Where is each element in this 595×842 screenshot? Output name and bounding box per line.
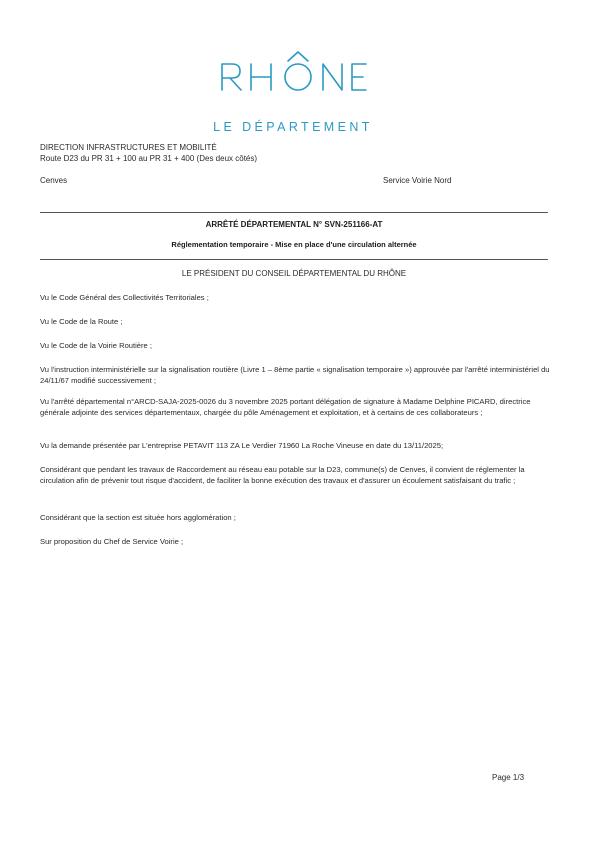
direction-label: DIRECTION INFRASTRUCTURES ET MOBILITÉ bbox=[40, 143, 217, 152]
commune-label: Cenves bbox=[40, 176, 68, 185]
visa-item: Vu l'arrêté départemental n°ARCD-SAJA-2025-0026 du 3 novembre 2025 portant délégation de signature à Madame Delphine PICARD, directrice générale adjointe des services départementaux, chargée du pôle Aménagement et exploitation, et à certains de ces collaborateurs ; bbox=[40, 397, 531, 417]
visa-item: Vu le Code de la Voirie Routière ; bbox=[40, 341, 153, 350]
visa-item: Vu l'instruction interministérielle sur la signalisation routière (Livre 1 – 8ème partie « signalisation temporaire ») approuvée par l'arrêté interministériel du 24/11/67 modifié successivement ; bbox=[40, 365, 550, 385]
visa-item: Vu le Code de la Route ; bbox=[40, 317, 123, 326]
visa-item: Vu le Code Général des Collectivités Territoriales ; bbox=[40, 293, 209, 302]
route-label: Route D23 du PR 31 + 100 au PR 31 + 400 (Des deux côtés) bbox=[40, 154, 258, 163]
president-heading: LE PRÉSIDENT DU CONSEIL DÉPARTEMENTAL DU RHÔNE bbox=[181, 269, 407, 278]
title-top-rule bbox=[40, 212, 548, 213]
rhone-logo bbox=[0, 50, 595, 140]
page-number: Page 1/3 bbox=[492, 773, 525, 782]
considerant-item: Considérant que pendant les travaux de Raccordement au réseau eau potable sur la D23, commune(s) de Cenves, il convient de réglementer la circulation afin de prévenir tout risque d'accident, de faciliter la bonne exécution des travaux et d'assurer un écoulement satisfaisant du trafic ; bbox=[40, 465, 525, 485]
considerant-item: Considérant que la section est située hors agglomération ; bbox=[40, 513, 236, 522]
title-bottom-rule bbox=[40, 259, 548, 260]
service-label: Service Voirie Nord bbox=[383, 176, 452, 185]
logo-tagline: LE DÉPARTEMENT bbox=[213, 120, 373, 134]
arrete-title: ARRÊTÉ DÉPARTEMENTAL N° SVN-251166-AT bbox=[205, 220, 383, 229]
visa-item: Vu la demande présentée par L'entreprise PETAVIT 113 ZA Le Verdier 71960 La Roche Vineuse en date du 13/11/2025; bbox=[40, 441, 444, 450]
document-header bbox=[40, 142, 550, 164]
arrete-subtitle: Réglementation temporaire - Mise en place d'une circulation alternée bbox=[171, 240, 417, 249]
proposition-item: Sur proposition du Chef de Service Voirie ; bbox=[40, 537, 184, 546]
rhone-logo-graphic bbox=[0, 50, 595, 140]
